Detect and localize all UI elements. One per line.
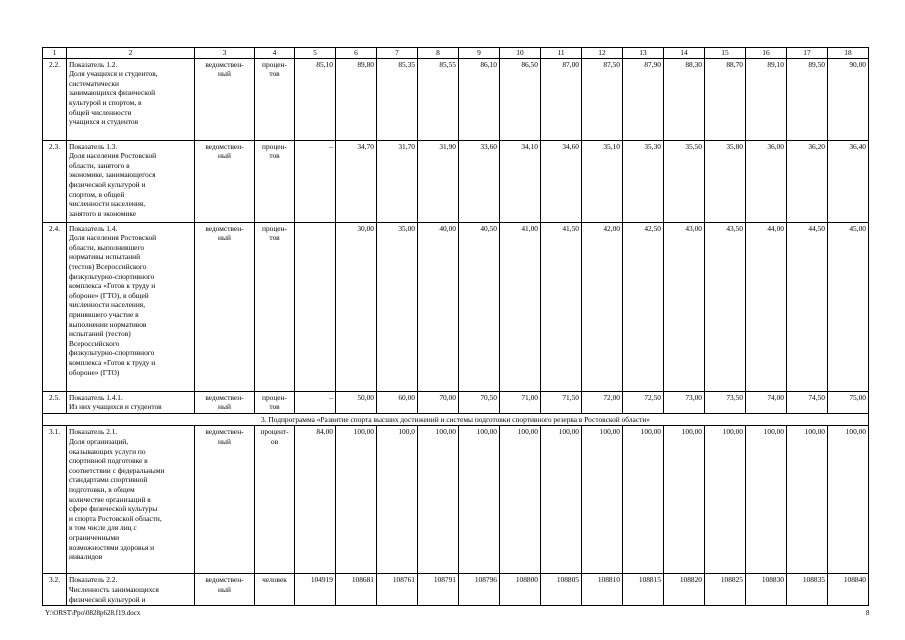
column-number: 17 [787,48,828,59]
column-number: 10 [500,48,541,59]
indicator-name: Показатель 1.4. Доля населения Ростовской области, выполнившего нормативы испытаний (тестов) Всероссийского физкультурно-спортивного комплекса «Готов к труду и обороне» (ГТО), в общей численности населения, принявшего участие в выполнении нормативов испытаний (тестов) Всероссийского физкультурно-спортивного комплекса «Готов к труду и обороне» (ГТО) [67,222,195,391]
indicator-value: 42,00 [582,222,623,391]
column-number: 8 [418,48,459,59]
indicator-value: 70,00 [418,391,459,413]
indicator-name: Показатель 2.2. Численность занимающихся физической культурой и [67,574,195,606]
indicator-value: 84,00 [295,426,336,574]
indicator-row [43,222,869,391]
indicator-value: 86,50 [500,58,541,140]
indicator-value: 108815 [623,574,664,606]
indicator-unit: человек [255,574,295,606]
indicator-value: – [295,391,336,413]
indicator-value: 71,00 [500,391,541,413]
indicator-value: 100,0 [377,426,418,574]
indicator-value: 85,35 [377,58,418,140]
indicator-value: 36,40 [828,140,869,222]
indicator-value: – [295,140,336,222]
indicator-value: 34,70 [336,140,377,222]
indicator-value: 108810 [582,574,623,606]
indicator-value: 60,00 [377,391,418,413]
indicator-unit: процен- тов [255,58,295,140]
indicator-unit: процен- тов [255,222,295,391]
indicator-value: 50,00 [336,391,377,413]
indicator-value: 45,00 [828,222,869,391]
indicator-value: 35,30 [623,140,664,222]
indicator-value: 108835 [787,574,828,606]
row-id: 2.2. [43,58,67,140]
column-number: 14 [664,48,705,59]
indicator-type: ведомствен- ный [195,574,255,606]
indicators-table [42,47,869,606]
indicator-value: 41,50 [541,222,582,391]
column-number: 4 [255,48,295,59]
indicator-value: 85,55 [418,58,459,140]
indicator-value: 100,00 [582,426,623,574]
indicator-value: 108805 [541,574,582,606]
indicator-value: 108830 [746,574,787,606]
page-number: 8 [866,609,870,617]
indicator-value: 86,10 [459,58,500,140]
column-number: 9 [459,48,500,59]
indicator-value: 41,00 [500,222,541,391]
indicator-value: 87,50 [582,58,623,140]
indicator-value: 108840 [828,574,869,606]
indicator-unit: процен- тов [255,391,295,413]
indicator-value: 34,60 [541,140,582,222]
indicator-value: 75,00 [828,391,869,413]
indicator-value: 35,50 [664,140,705,222]
row-id: 2.5. [43,391,67,413]
indicator-value: 30,00 [336,222,377,391]
indicator-unit: процент- ов [255,426,295,574]
indicator-name: Показатель 1.2. Доля учащихся и студентов, систематически занимающихся физической культурой и спортом, в общей численности учащихся и студентов [67,58,195,140]
indicator-value: 108791 [418,574,459,606]
indicator-value: 42,50 [623,222,664,391]
indicator-value: 36,20 [787,140,828,222]
subprogram-row [43,413,869,426]
indicator-value: 35,80 [705,140,746,222]
indicator-type: ведомствен- ный [195,426,255,574]
indicator-value: 89,10 [746,58,787,140]
indicator-value: 36,00 [746,140,787,222]
indicator-value: 100,00 [336,426,377,574]
indicator-value: 88,70 [705,58,746,140]
indicator-value: 89,80 [336,58,377,140]
indicator-row [43,574,869,606]
indicator-value: 71,50 [541,391,582,413]
indicator-value: 90,00 [828,58,869,140]
indicator-unit: процен- тов [255,140,295,222]
row-id: 3.2. [43,574,67,606]
indicator-value: 100,00 [664,426,705,574]
column-number: 11 [541,48,582,59]
indicator-value: 74,50 [787,391,828,413]
indicator-value: 72,00 [582,391,623,413]
indicator-value: 104919 [295,574,336,606]
indicator-row [43,426,869,574]
indicator-type: ведомствен- ный [195,391,255,413]
indicator-value: 108825 [705,574,746,606]
column-number-row [43,48,869,59]
indicator-value: 87,00 [541,58,582,140]
indicator-value: 100,00 [705,426,746,574]
indicator-row [43,140,869,222]
subprogram-title: 3. Подпрограмма «Развитие спорта высших достижений и системы подготовки спортивного резерва в Ростовской области» [43,413,869,426]
indicator-value: 74,00 [746,391,787,413]
indicator-value: 108800 [500,574,541,606]
column-number: 12 [582,48,623,59]
column-number: 2 [67,48,195,59]
indicator-value: 73,00 [664,391,705,413]
indicator-value: 108820 [664,574,705,606]
file-path-footer: Y:\ORST\Ppo\0828p628.f19.docx [45,609,141,617]
indicator-value: 100,00 [828,426,869,574]
indicator-value: 70,50 [459,391,500,413]
indicator-value: 100,00 [459,426,500,574]
indicator-value: 31,90 [418,140,459,222]
indicator-value: 100,00 [500,426,541,574]
indicator-name: Показатель 2.1. Доля организаций, оказывающих услуги по спортивной подготовке в соответствии с федеральными стандартами спортивной подготовки, в общем количестве организаций в сфере физической культуры и спорта Ростовской области, в том числе для лиц с ограниченными возможностями здоровья и инвалидов [67,426,195,574]
indicator-value: 44,00 [746,222,787,391]
indicator-value: 35,00 [377,222,418,391]
column-number: 16 [746,48,787,59]
column-number: 6 [336,48,377,59]
column-number: 1 [43,48,67,59]
indicator-value: 108796 [459,574,500,606]
indicator-value: 35,10 [582,140,623,222]
indicator-value: 100,00 [541,426,582,574]
row-id: 2.3. [43,140,67,222]
column-number: 15 [705,48,746,59]
indicator-name: Показатель 1.4.1. Из них учащихся и студентов [67,391,195,413]
indicator-type: ведомствен- ный [195,140,255,222]
indicator-value: 40,50 [459,222,500,391]
indicator-type: ведомствен- ный [195,58,255,140]
column-number: 3 [195,48,255,59]
indicator-value: 43,00 [664,222,705,391]
indicator-value: 73,50 [705,391,746,413]
indicator-value: 100,00 [623,426,664,574]
indicator-value: 108681 [336,574,377,606]
indicator-value: 34,10 [500,140,541,222]
column-number: 18 [828,48,869,59]
indicator-value: 44,50 [787,222,828,391]
row-id: 3.1. [43,426,67,574]
indicator-value [295,222,336,391]
indicator-value: 100,00 [418,426,459,574]
column-number: 7 [377,48,418,59]
indicator-value: 33,60 [459,140,500,222]
indicator-value: 100,00 [746,426,787,574]
indicator-value: 40,00 [418,222,459,391]
indicator-value: 43,50 [705,222,746,391]
row-id: 2.4. [43,222,67,391]
indicator-name: Показатель 1.3. Доля населения Ростовской области, занятого в экономике, занимающегося физической культурой и спортом, в общей численности населения, занятого в экономике [67,140,195,222]
indicator-row [43,58,869,140]
indicator-value: 85,10 [295,58,336,140]
column-number: 13 [623,48,664,59]
indicator-value: 108761 [377,574,418,606]
column-number: 5 [295,48,336,59]
indicator-value: 72,50 [623,391,664,413]
indicator-value: 89,50 [787,58,828,140]
indicator-type: ведомствен- ный [195,222,255,391]
indicator-value: 87,90 [623,58,664,140]
indicator-value: 100,00 [787,426,828,574]
indicator-value: 31,70 [377,140,418,222]
indicator-value: 88,30 [664,58,705,140]
indicator-row [43,391,869,413]
